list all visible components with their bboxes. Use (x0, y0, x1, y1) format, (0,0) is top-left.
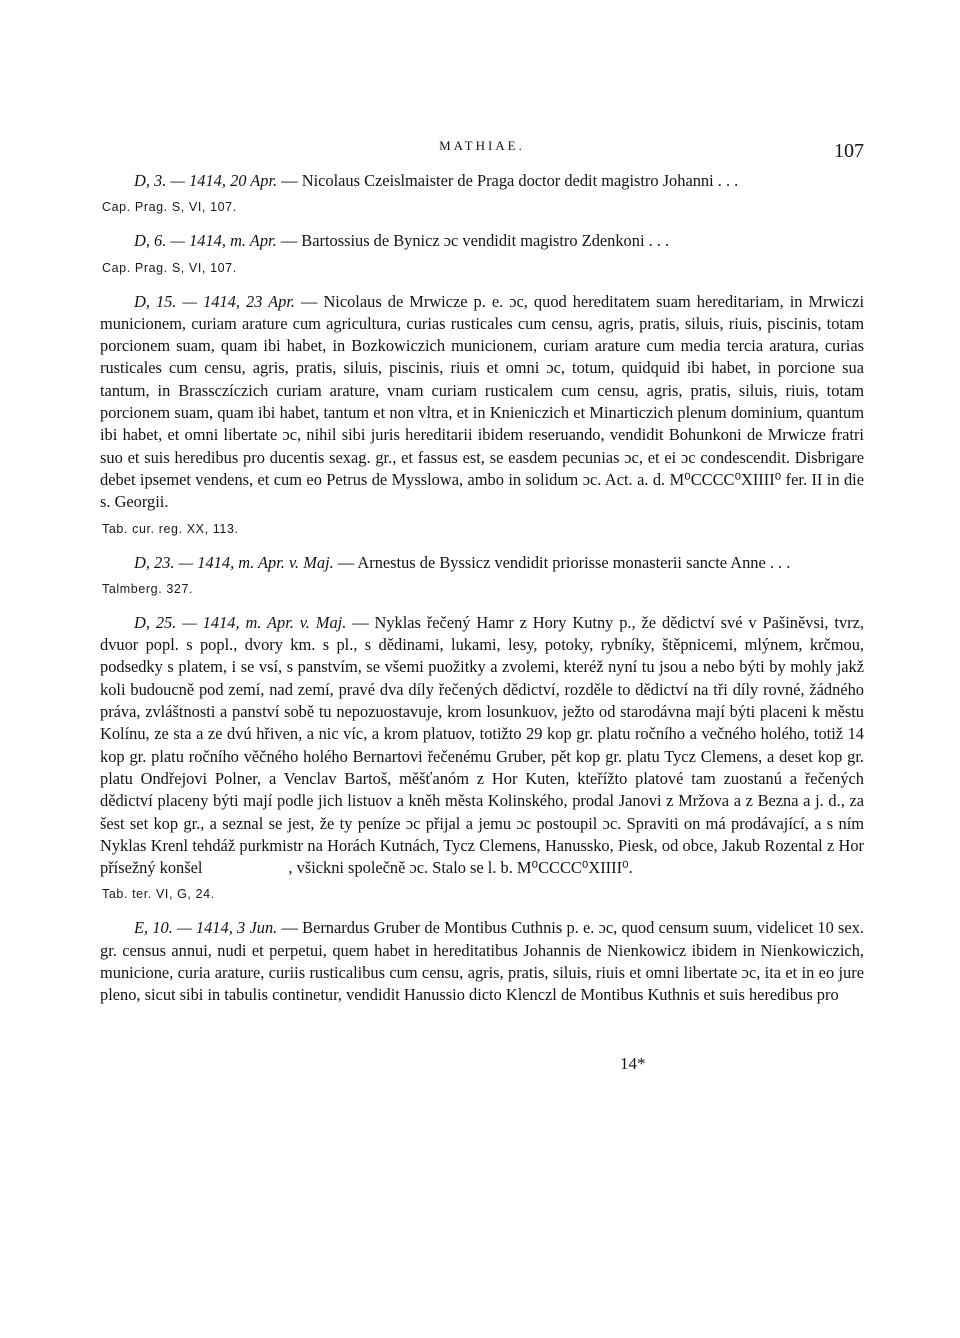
entry-text (100, 170, 864, 192)
source-citation: Cap. Prag. S, VI, 107. (102, 200, 237, 215)
register-entry (100, 230, 864, 276)
entry-body: — Nicolaus de Mrwicze p. e. ɔc, quod hereditatem suam hereditariam, in Mrwiczi municionem, curiam arature cum agricultura, curias rusticales cum censu, agris, pratis, siluis, riuis, piscinis, totam porcionem suam, quam ibi habet, in Bozkowiczich municionem, curiam arature cum media tercia aratura, curias rusticales cum censu, agris, pratis, siluis, piscinis, riuis et omni ɔc, totum, quidquid ibi habet, in porcione sua tantum, in Brassczíczich curiam arature, vnam curiam rusticalem cum censu, agris, pratis, siluis, riuis, totam porcionem suam, quam ibi habet, tantum et non vltra, et in Knieniczich et Minarticzich plenum dominium, quantum ibi habet, et omni libertate ɔc, nihil sibi juris hereditarii ibidem reseruando, vendidit Bohunkoni de Mrwicze fratri suo et suis heredibus pro ducentis sexag. gr., et fassus est, se easdem pecunias ɔc, et ei ɔc condescendit. Disbrigare debet ipsemet vendens, et cum eo Petrus de Mysslowa, ambo in solidum ɔc. Act. a. d. M⁰CCCC⁰XIIII⁰ fer. II in die s. Georgii. (100, 291, 865, 512)
entry-date: D, 23. — 1414, m. Apr. v. Maj. (134, 552, 334, 572)
running-title: MATHIAE. (439, 138, 525, 153)
entry-body: — Bernardus Gruber de Montibus Cuthnis p. e. ɔc, quod censum suum, videlicet 10 sex. gr. census annui, nudi et perpetui, quem habet in hereditatibus Johannis de Nienkowicz ibidem in Nienkowiczich, municione, curia arature, curiis rusticalibus cum censu, agris, pratis, siluis, riuis et omni libertate ɔc, ita et in eo jure pleno, sicut sibi in tabulis continetur, vendidit Hanussio dicto Klenczl de Montibus Kuthnis et suis heredibus pro (100, 918, 864, 1005)
entry-text (100, 552, 864, 574)
entry-date: D, 15. — 1414, 23 Apr. (134, 291, 295, 311)
source-citation: Talmberg. 327. (102, 581, 194, 596)
entry-text (100, 291, 864, 514)
document-page (100, 130, 864, 1021)
entry-body: — Arnestus de Byssicz vendidit priorisse monasterii sancte Anne . . . (333, 552, 791, 572)
entry-body: — Nicolaus Czeislmaister de Praga doctor dedit magistro Johanni . . . (277, 171, 739, 190)
entry-text (100, 917, 864, 1006)
source-citation: Cap. Prag. S, VI, 107. (102, 260, 237, 275)
source-citation: Tab. ter. VI, G, 24. (102, 887, 215, 902)
entry-text (100, 612, 864, 880)
entry-date: E, 10. — 1414, 3 Jun. (134, 918, 278, 938)
source-citation: Tab. cur. reg. XX, 113. (102, 521, 239, 536)
register-entry (100, 917, 864, 1006)
entry-date: D, 3. — 1414, 20 Apr. (134, 171, 278, 190)
entry-date: D, 6. — 1414, m. Apr. (134, 231, 277, 251)
entry-text (100, 230, 864, 252)
entry-body: — Bartossius de Bynicz ɔc vendidit magistro Zdenkoni . . . (276, 231, 670, 251)
entry-body-continued: , všickni společně ɔc. Stalo se l. b. M⁰CCCC⁰XIIII⁰. (288, 858, 633, 878)
entry-body: — Nyklas řečený Hamr z Hory Kutny p., že dědictví své v Pašiněvsi, tvrz, dvuor popl. s popl., dvory km. s pl., s dědinami, lukami, lesy, potoky, rybníky, štěpnicemi, mlýnem, krčmou, podsedky s platem, i se vsí, s panstvím, se všemi puožitky a zvolemi, kteréž nyní tu jsou a nebo býti by mohly jakž koli budoucně pod zemí, nad zemí, pravé dva díly řečených dědictví, rozděle to dědictví na tři díly rovné, žádného práva, zvláštnosti a panství sobě tu nepozuostavuje, krom losunkuov, ježto od starodávna mají býti placeni k městu Kolínu, ze sta a ze dvú hřiven, a nic víc, a krom platuov, totižto 29 kop gr. platu ročního a večného holého, totiž 14 kop gr. platu ročního věčného holého Bernartovi řečenému Gruber, pět kop gr. platu Tycz Clemens, a deset kop gr. platu Ondřejovi Polner, a Venclav Bartoš, měšťanóm z Hor Kuten, kteřížto platové tam zuostanú a řečených dědictví placeny býti mají podle jich listuov a kněh města Kolinského, prodal Janovi z Mržova a z Bezna a j. d., za šest set kop gr., a seznal se jest, že ty peníze ɔc přijal a jemu ɔc postoupil ɔc. Spraviti on má prodávající, a s ním Nyklas Krenl tehdáž purkmistr na Horách Kutnách, Tycz Clemens, Hanussko, Piesk, od obce, Jakub Rozental z Hor přísežný konšel (100, 612, 864, 878)
register-entry (100, 552, 864, 598)
entry-date: D, 25. — 1414, m. Apr. v. Maj. (134, 612, 347, 632)
page-number: 107 (834, 140, 864, 162)
running-header (100, 130, 864, 170)
register-entry (100, 170, 864, 216)
signature-mark: 14* (620, 1054, 646, 1073)
register-entry (100, 291, 864, 538)
register-entry (100, 612, 864, 904)
